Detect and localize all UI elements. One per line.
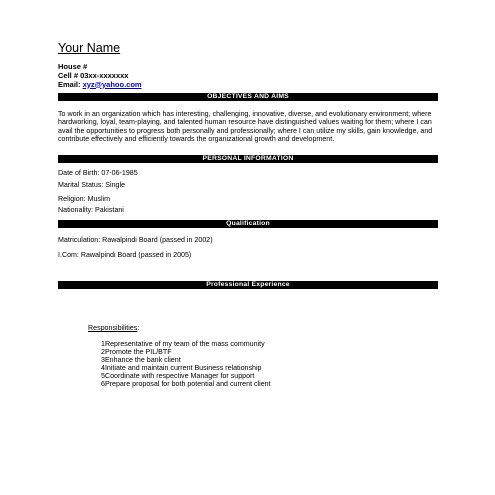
email-line (58, 81, 142, 90)
list-item: 5Coordinate with respective Manager for support (101, 372, 255, 381)
house-line: House # (58, 62, 88, 71)
responsibilities-title: Responsibilities (88, 324, 138, 332)
nationality-line: Nationality: Pakistani (58, 206, 124, 214)
email-label: Email: (58, 79, 83, 89)
section-heading-qualification: Qualification (58, 220, 438, 228)
dob-line: Date of Birth: 07-06-1985 (58, 169, 138, 177)
section-heading-personal: PERSONAL INFORMATION (58, 155, 438, 163)
objectives-paragraph: To work in an organization which has interesting, challenging, innovative, diverse, and evolutionary environment; where hardworking, loyal, team-playing, and talented human resource have distinguished values waiting for them; where I can avail the opportunities to progress both personally and professionally; where I can utilize my skills, gain knowledge, and contribute effectively and efficiently towards the organizational growth and development. (58, 110, 433, 143)
list-item: 3Enhance the bank client (101, 356, 181, 365)
marital-line: Marital Status: Single (58, 181, 126, 189)
responsibilities-list (101, 340, 271, 389)
list-item: 4Initiate and maintain current Business relationship (101, 364, 262, 373)
list-item: 2Promote the PIL/BTF (101, 348, 172, 357)
section-heading-experience: Professional Experience (58, 281, 438, 289)
list-item: 1Representative of my team of the mass community (101, 340, 265, 348)
cell-line: Cell # 03xx-xxxxxxx (58, 70, 129, 80)
email-link[interactable]: xyz@yahoo.com (82, 79, 142, 89)
responsibilities-heading (88, 324, 139, 332)
religion-line: Religion: Muslim (58, 195, 111, 203)
section-heading-objectives: OBJECTIVES AND AIMS (58, 93, 438, 101)
matric-line: Matriculation: Rawalpindi Board (passed in 2002) (58, 236, 213, 244)
resume-name: Your Name (58, 41, 121, 55)
list-item: 6Prepare proposal for both potential and current client (101, 380, 271, 389)
icom-line: I.Com: Rawalpindi Board (passed in 2005) (58, 251, 192, 259)
responsibilities-colon: : (137, 324, 140, 332)
contact-block (58, 63, 142, 89)
